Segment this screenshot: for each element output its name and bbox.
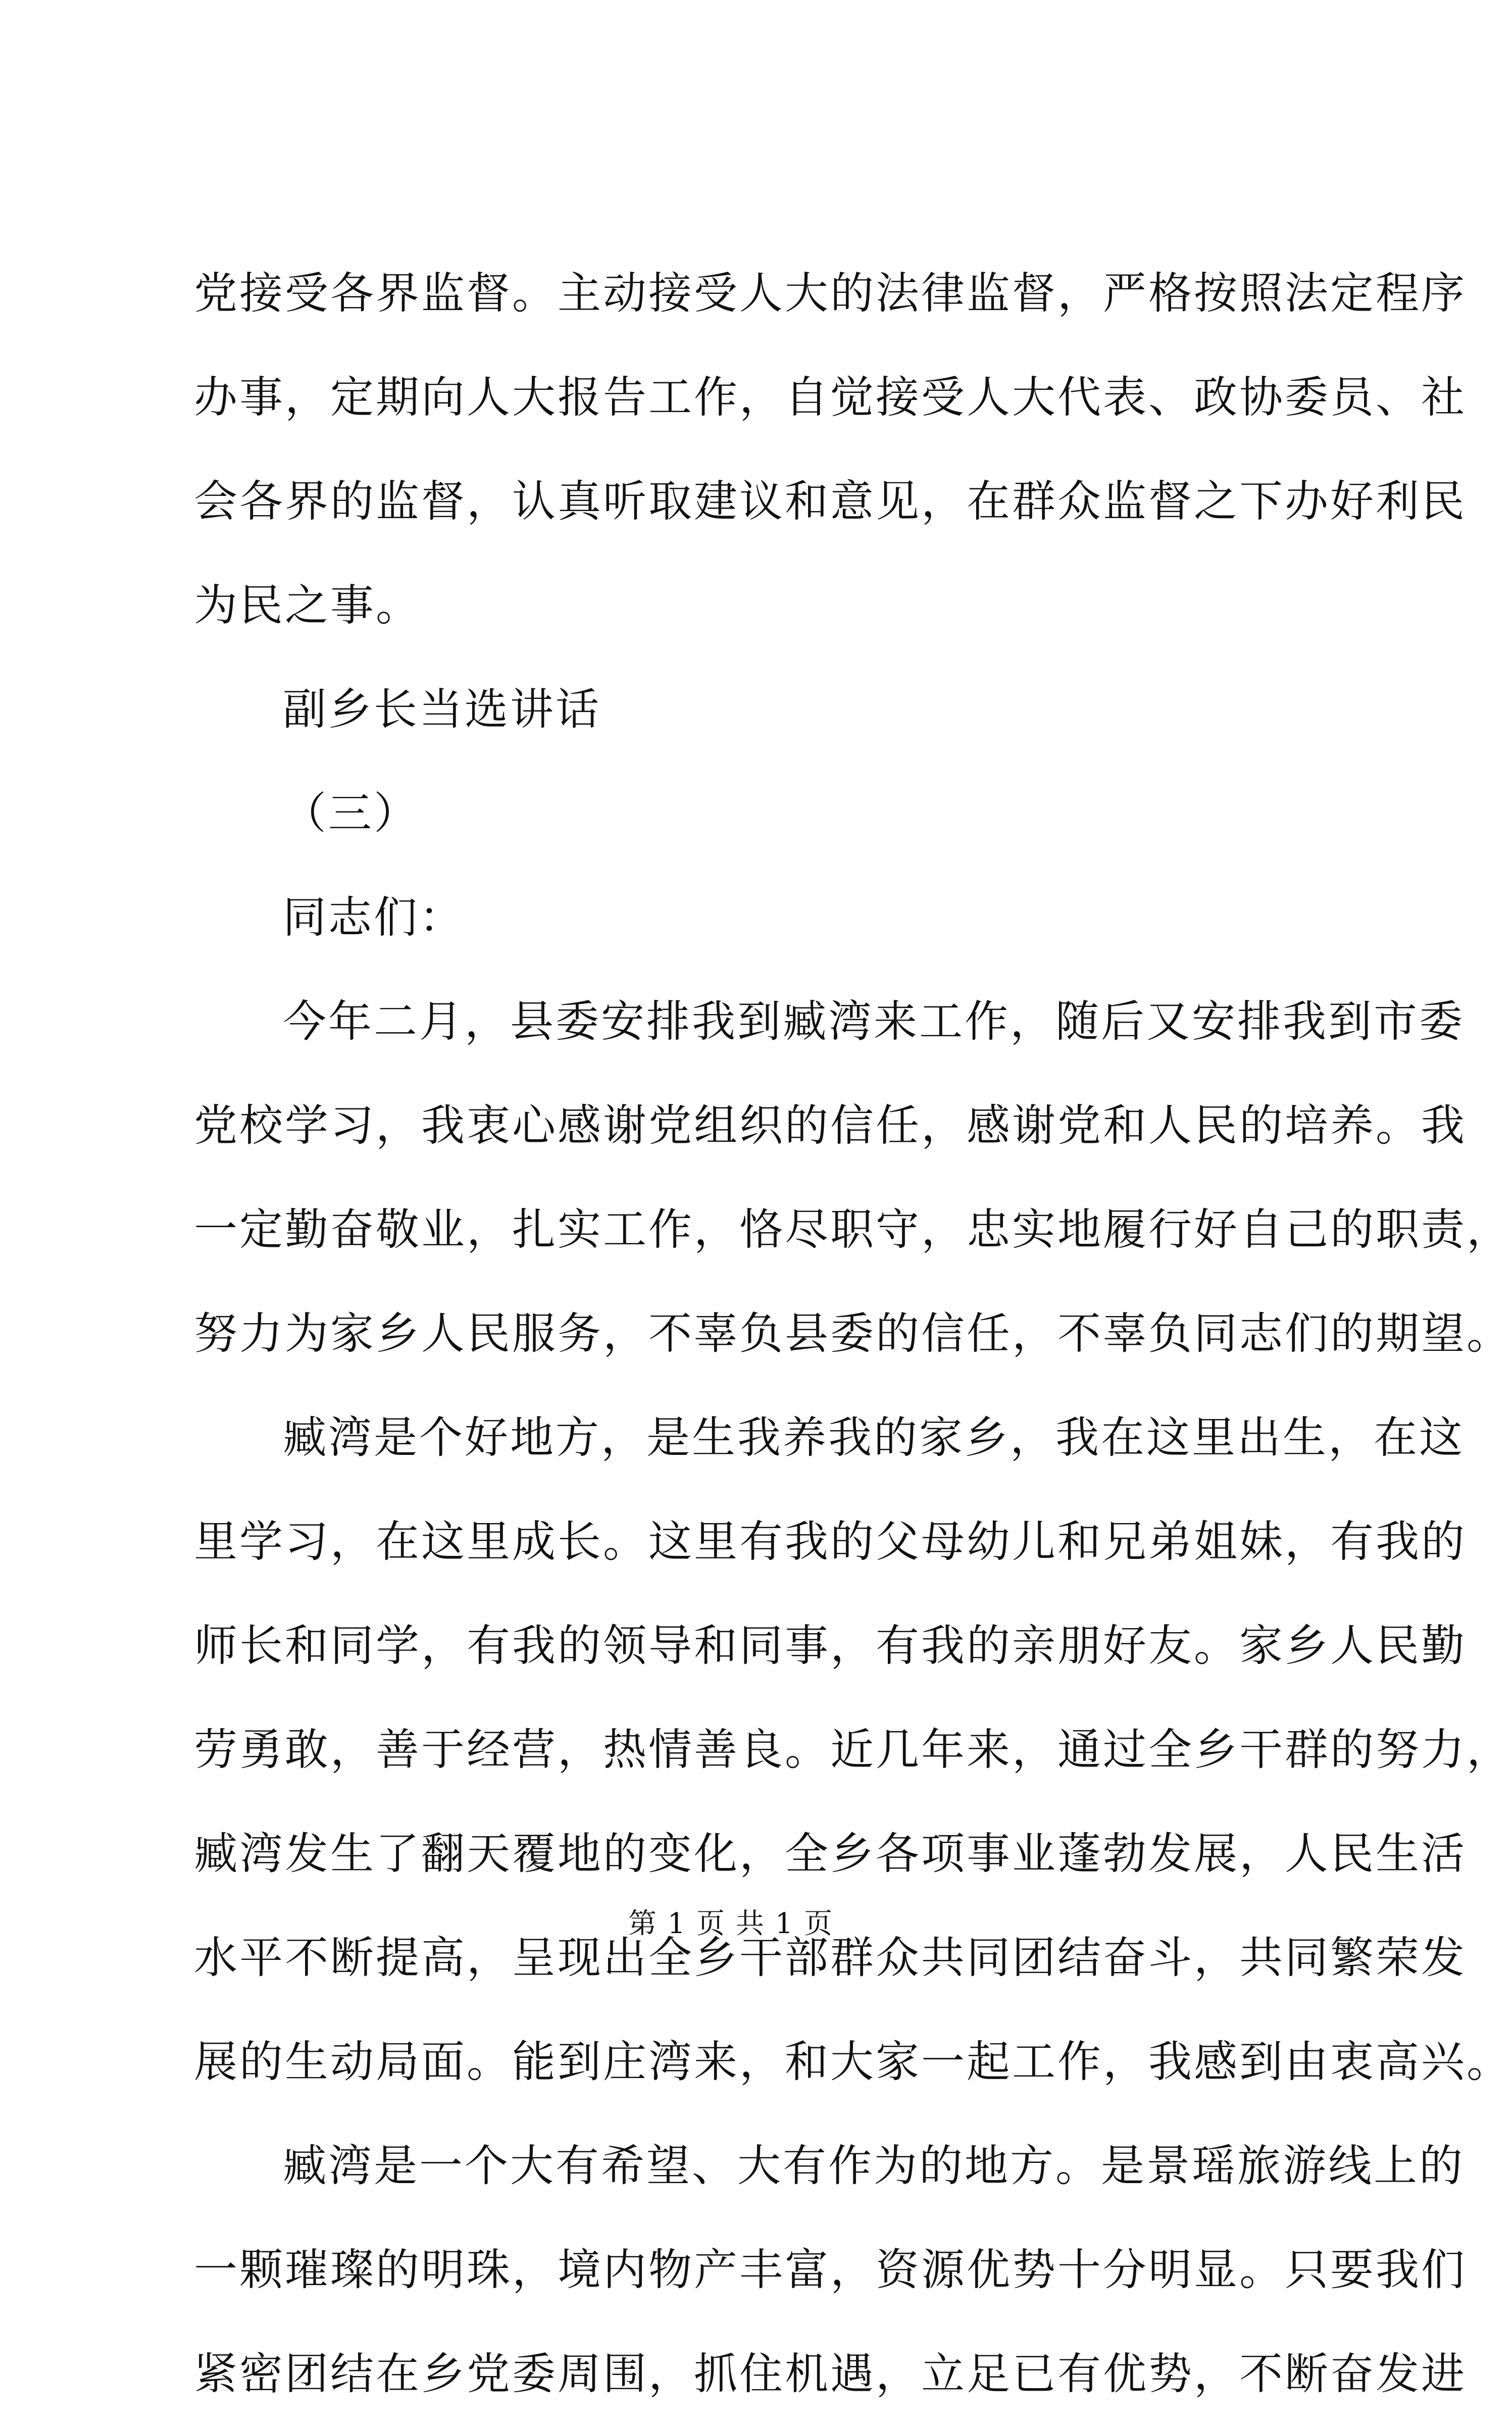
- text-line: 紧密团结在乡党委周围，抓住机遇，立足已有优势，不断奋发进: [194, 2349, 1467, 2399]
- paragraph-start: 臧湾是一个大有希望、大有作为的地方。是景瑶旅游线上的: [283, 2141, 1465, 2191]
- text-line: 师长和同学，有我的领导和同事，有我的亲朋好友。家乡人民勤: [194, 1621, 1467, 1671]
- text-line: 努力为家乡人民服务，不辜负县委的信任，不辜负同志们的期望。: [194, 1308, 1512, 1359]
- text-line: 里学习，在这里成长。这里有我的父母幼儿和兄弟姐妹，有我的: [194, 1517, 1467, 1567]
- speech-title: 副乡长当选讲话: [283, 684, 601, 735]
- text-line: 党校学习，我衷心感谢党组织的信任，感谢党和人民的培养。我: [194, 1100, 1467, 1151]
- text-line: 劳勇敢，善于经营，热情善良。近几年来，通过全乡干群的努力，: [194, 1725, 1512, 1775]
- section-number: （三）: [283, 788, 419, 839]
- text-line: 办事，定期向人大报告工作，自觉接受人大代表、政协委员、社: [194, 372, 1467, 423]
- paragraph-start: 今年二月，县委安排我到臧湾来工作，随后又安排我到市委: [283, 996, 1465, 1047]
- text-line: 展的生动局面。能到庄湾来，和大家一起工作，我感到由衷高兴。: [194, 2037, 1512, 2087]
- text-line: 为民之事。: [194, 580, 421, 631]
- text-line: 一定勤奋敬业，扎实工作，恪尽职守，忠实地履行好自己的职责，: [194, 1204, 1512, 1255]
- page-footer: 第 1 页 共 1 页: [628, 1907, 834, 1940]
- text-line: 会各界的监督，认真听取建议和意见，在群众监督之下办好利民: [194, 476, 1467, 527]
- salutation: 同志们：: [283, 892, 465, 943]
- text-line: 党接受各界监督。主动接受人大的法律监督，严格按照法定程序: [194, 268, 1467, 319]
- document-body: [194, 241, 1512, 2426]
- text-line: 臧湾发生了翻天覆地的变化，全乡各项事业蓬勃发展，人民生活: [194, 1829, 1467, 1879]
- paragraph-start: 臧湾是个好地方，是生我养我的家乡，我在这里出生，在这: [283, 1412, 1465, 1463]
- text-line: 水平不断提高，呈现出全乡干部群众共同团结奋斗，共同繁荣发: [194, 1933, 1467, 1983]
- text-line: 一颗璀璨的明珠，境内物产丰富，资源优势十分明显。只要我们: [194, 2245, 1467, 2295]
